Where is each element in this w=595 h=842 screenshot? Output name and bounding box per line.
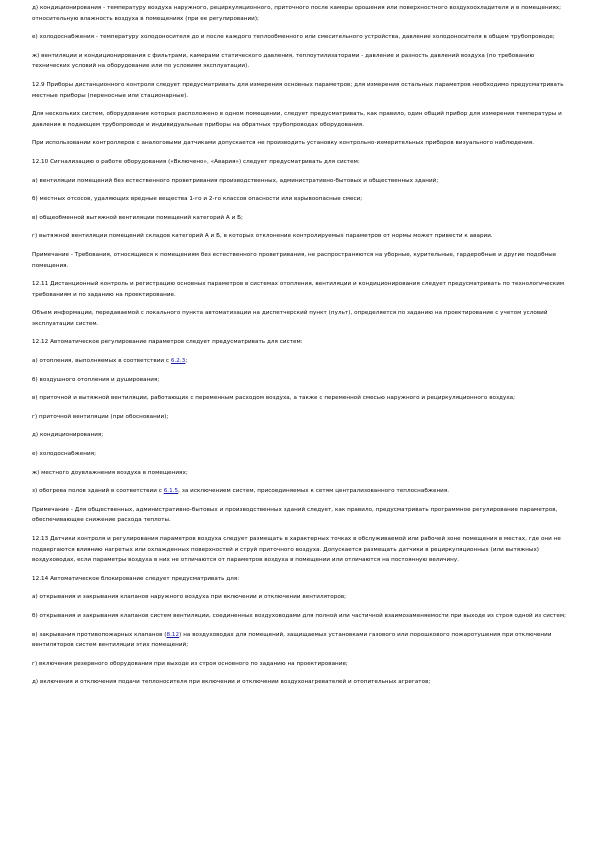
paragraph [32, 308, 571, 329]
paragraph-text: б) открывания и закрывания клапанов систем вентиляции, соединенных воздуховодами для полной или частичной взаимозаменяемости при выходе из строя одной из систем; [32, 612, 567, 619]
paragraph-text: в) общеобменной вытяжной вентиляции помещений категорий А и Б; [32, 214, 243, 221]
list-item [32, 213, 571, 224]
paragraph-text: Автоматическое блокирование следует предусматривать для: [48, 575, 240, 582]
list-item [32, 611, 571, 622]
paragraph-text: з) обогрева полов зданий в соответствии с [32, 488, 164, 495]
paragraph [32, 109, 571, 130]
clause-12-13 [32, 534, 571, 566]
paragraph-text: е) холодоснабжения; [32, 451, 97, 458]
clause-12-11 [32, 279, 571, 300]
paragraph-text: д) кондиционирования - температуру воздуха наружного, рециркуляционного, приточного после камеры орошения или поверхностного воздухоохладителя и в помещениях; относительную влажность воздуха в помещениях (при ее регулировании); [32, 5, 562, 22]
paragraph-tail: ; [185, 358, 188, 365]
clause-number: 12.11 [32, 281, 49, 288]
list-item [32, 592, 571, 603]
paragraph-text: Примечание - Для общественных, административно-бытовых и производственных зданий следует, как правило, предусматривать программное регулирование параметров, обеспечивающее снижение расхода теплоты. [32, 506, 558, 524]
list-item [32, 356, 571, 367]
list-item [32, 430, 571, 441]
paragraph-text: Датчики контроля и регулирования параметров воздуха следует размещать в характерных точках в обслуживаемой или рабочей зоне помещения в местах, где они не подвергаются влиянию нагретых или охлажденных поверхностей и струй приточного воздуха. Допускается размещать датчики в рециркуляционных (или вытяжных) воздуховодах, если параметры воздуха в них не отличаются от параметров воздуха в помещении или отличаются на постоянную величину. [32, 536, 561, 564]
paragraph [32, 3, 571, 24]
clause-number: 12.10 [32, 158, 49, 165]
clause-12-14 [32, 574, 571, 585]
paragraph [32, 51, 571, 72]
link-8-12[interactable]: 8.12 [166, 631, 180, 638]
paragraph-text: ж) местного доувлажнения воздуха в помещениях; [32, 469, 188, 476]
paragraph [32, 138, 571, 149]
paragraph [32, 32, 571, 43]
list-item [32, 176, 571, 187]
clause-number: 12.14 [32, 575, 49, 582]
list-item [32, 449, 571, 460]
clause-12-10 [32, 157, 571, 168]
list-item [32, 231, 571, 242]
paragraph-text: Объем информации, передаваемой с локального пункта автоматизации на диспетчерский пункт (пульт), определяется по заданию на проектирование с учетом условий эксплуатации систем. [32, 310, 548, 327]
clause-number: 12.9 [32, 81, 45, 88]
paragraph-text: Автоматическое регулирование параметров следует предусматривать для систем: [48, 339, 303, 346]
list-item [32, 486, 571, 497]
paragraph-text: д) включения и отключения подачи теплоносителя при включении и отключении воздухонагревателей и отопительных агрегатов; [32, 679, 431, 686]
paragraph-text: г) вытяжной вентиляции помещений складов категорий А и Б, в которых отклонение контролируемых параметров от нормы может привести к аварии. [32, 233, 493, 240]
paragraph-text: г) приточной вентиляции (при обосновании); [32, 413, 169, 420]
clause-number: 12.12 [32, 339, 49, 346]
paragraph-text: Сигнализацию о работе оборудования («Включено», «Авария») следует предусматривать для систем: [48, 158, 360, 165]
clause-number: 12.13 [32, 536, 49, 542]
paragraph-text: г) включения резервного оборудования при выходе из строя основного по заданию на проектирование; [32, 660, 348, 667]
paragraph-text: б) воздушного отопления и душирования; [32, 376, 160, 383]
paragraph-text: а) вентиляции помещений без естественного проветривания производственных, административно-бытовых и общественных зданий; [32, 177, 439, 184]
paragraph-text: ж) вентиляции и кондиционирования с фильтрами, камерами статического давления, теплоутилизаторами - давление и разность давлений воздуха (по требованию технических условий на оборудование или по условиям эксплуатации). [32, 52, 535, 70]
paragraph-text: б) местных отсосов, удаляющих вредные вещества 1-го и 2-го классов опасности или взрывоопасные смеси; [32, 196, 363, 203]
list-item [32, 393, 571, 404]
paragraph-text: Приборы дистанционного контроля следует предусматривать для измерения основных параметров; для измерения остальных параметров необходимо предусматривать местные приборы (переносные или стационарные). [32, 81, 564, 99]
list-item [32, 412, 571, 423]
link-6-2-3[interactable]: 6.2.3 [170, 358, 186, 365]
list-item [32, 630, 571, 651]
paragraph-text: е) холодоснабжения - температуру холодоносителя до и после каждого теплообменного или смесительного устройства, давление холодоносителя в общем трубопроводе; [32, 34, 555, 41]
paragraph-text: а) отопления, выполняемых в соответствии с [32, 358, 171, 365]
paragraph-tail: , за исключением систем, присоединяемых к сетям централизованного теплоснабжения. [178, 488, 450, 495]
paragraph-text: в) закрывания противопожарных клапанов ( [32, 631, 167, 638]
paragraph-text: а) открывания и закрывания клапанов наружного воздуха при включении и отключении вентиляторов; [32, 594, 347, 601]
paragraph-tail: ) на воздуховодах для помещений, защищаемых установками газового или порошкового пожаротушения при отключении вентиляторов систем вентиляции этих помещений; [32, 631, 552, 649]
list-item [32, 659, 571, 670]
clause-12-12 [32, 337, 571, 348]
paragraph-text: д) кондиционирования; [32, 432, 104, 439]
paragraph-text: При использовании контроллеров с аналоговыми датчиками допускается не производить установку контрольно-измерительных приборов визуального наблюдения. [32, 140, 535, 147]
list-item [32, 375, 571, 386]
clause-12-9 [32, 80, 571, 101]
note [32, 250, 571, 271]
note [32, 505, 571, 526]
list-item [32, 194, 571, 205]
paragraph-text: Примечание - Требования, относящиеся к помещениям без естественного проветривания, не распространяются на уборные, курительные, гардеробные и другие подобные помещения. [32, 251, 557, 269]
link-6-1-5[interactable]: 6.1.5 [163, 488, 179, 495]
paragraph-text: Дистанционный контроль и регистрацию основных параметров в системах отопления, вентиляции и кондиционирования следует предусматривать по технологическим требованиям и по заданию на проектирование. [32, 281, 565, 298]
paragraph-text: в) приточной и вытяжной вентиляции, работающих с переменным расходом воздуха, а также с переменной смесью наружного и рециркуляционного воздуха; [32, 395, 516, 402]
paragraph-text: Для нескольких систем, оборудование которых расположено в одном помещении, следует предусматривать, как правило, один общий прибор для измерения температуры и давления в подающем трубопроводе и индивидуальные приборы на обратных трубопроводах оборудования. [32, 111, 562, 128]
list-item [32, 677, 571, 688]
list-item [32, 468, 571, 479]
